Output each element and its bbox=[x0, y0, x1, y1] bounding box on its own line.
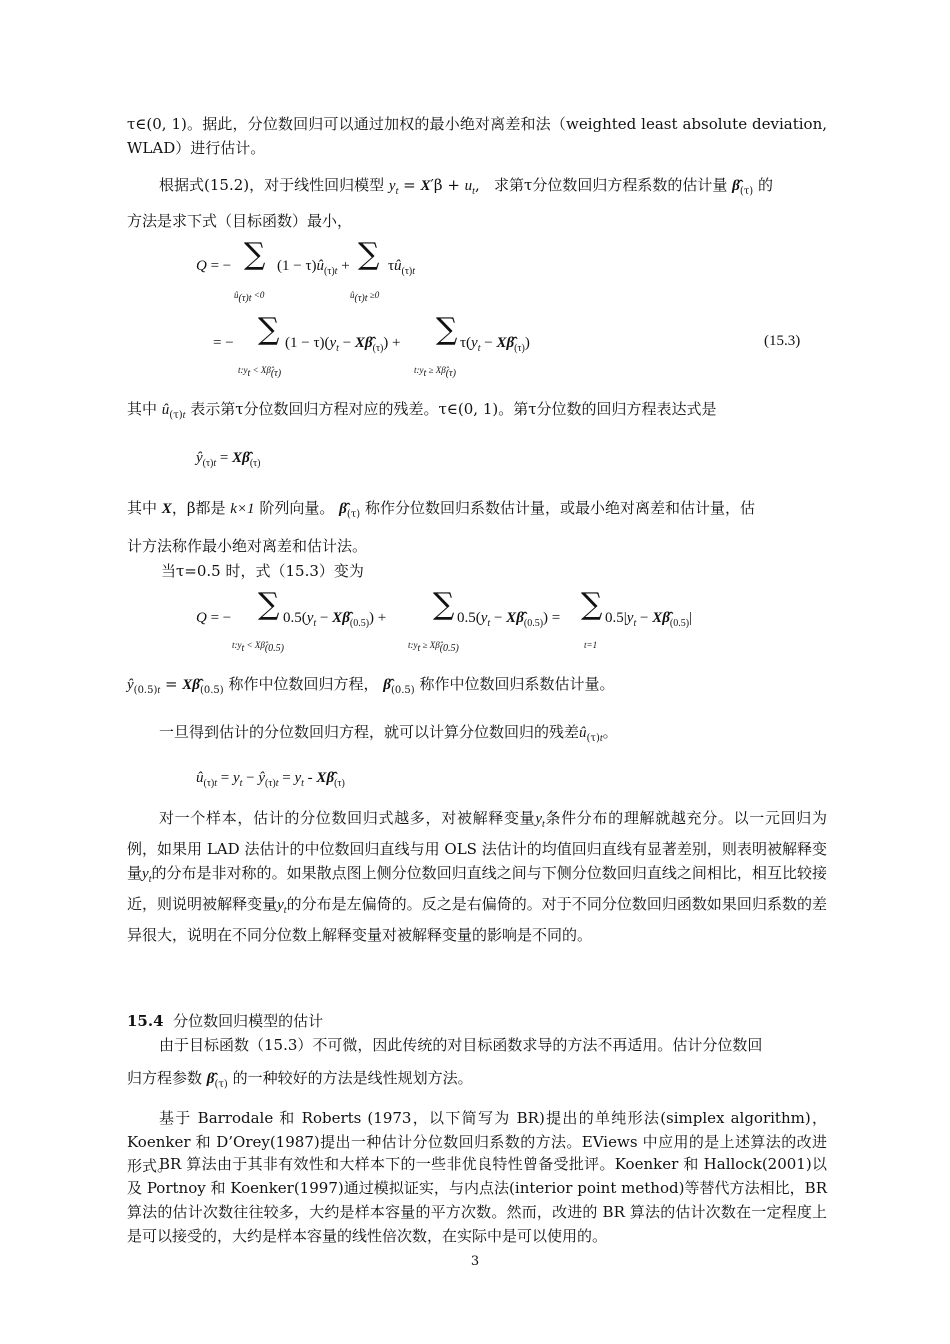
paragraph-11: 由于目标函数（15.3）不可微，因此传统的对目标函数求导的方法不再适用。估计分位数回 bbox=[159, 1036, 763, 1054]
page-number: 3 bbox=[470, 1254, 480, 1269]
beta-hat-tau: $\betâ_{(\tau)}$ bbox=[732, 178, 754, 197]
paragraph-2: 根据式(15.2)，对于线性回归模型 $y_t = X'\beta + u_t$, 求第τ分位数回归方程系数的估计量 $\betâ_{(\tau)}$ 的 bbox=[159, 176, 773, 197]
paragraph-7: 当τ=0.5 时，式（15.3）变为 bbox=[161, 562, 364, 580]
section-heading: 15.4 分位数回归模型的估计 bbox=[127, 1012, 324, 1030]
paragraph-1: τ∈(0, 1)。据此，分位数回归可以通过加权的最小绝对离差和法（weighted least absolute deviation, WLAD）进行估计。 bbox=[127, 115, 827, 157]
paragraph-6: 计方法称作最小绝对离差和估计法。 bbox=[127, 537, 368, 555]
paragraph-5: 其中 X，β都是 k×1 阶列向量。 $\betâ_{(\tau)}$ 称作分位数回归系数估计量，或最小绝对离差和估计量，估 bbox=[127, 499, 755, 520]
paragraph-13: 基于 Barrodale 和 Roberts (1973，以下简写为 BR)提出的单纯形法(simplex algorithm)，Koenker 和 D’Orey(1987)提出一种估计分位数回归系数的方法。EViews 中应用的是上述算法的改进形式。 bbox=[127, 1109, 827, 1175]
paragraph-4: 其中 $û_{(\tau)t}$ 表示第τ分位数回归方程对应的残差。τ∈(0, 1)。第τ分位数的回归方程表达式是 bbox=[127, 400, 717, 421]
paragraph-9: 一旦得到估计的分位数回归方程，就可以计算分位数回归的残差$û_{(\tau)t}$。 bbox=[159, 723, 618, 744]
paragraph-10: 对一个样本，估计的分位数回归式越多，对被解释变量$y_t$条件分布的理解就越充分。以一元回归为例，如果用 LAD 法估计的中位数回归直线与用 OLS 法估计的均值回归直线有显著差别，则表明被解释变量$y_t$的分布是非对称的。如果散点图上侧分位数回归直线之间与下侧分位数回归直线之间相比，相互比较接近，则说明被解释变量$y_t$的分布是左偏倚的。反之是右偏倚的。对于不同分位数回归函数如果回归系数的差异很大，说明在不同分位数上解释变量对被解释变量的影响是不同的。 bbox=[127, 809, 827, 944]
paragraph-14: BR 算法由于其非有效性和大样本下的一些非优良特性曾备受批评。Koenker 和 Hallock(2001)以及 Portnoy 和 Koenker(1997)通过模拟证实，与内点法(interior point method)等替代方法相比，BR 算法的估计次数往往较多，大约是样本容量的平方次数。然而，改进的 BR 算法的估计次数在一定程度上是可以接受的，大约是样本容量的线性倍次数，在实际中是可以使用的。 bbox=[127, 1155, 827, 1245]
residual-equation: $û_{(\tau)t} = y_t$ − $ŷ_{(\tau)t} = y_t$ - $X\betâ_{(\tau)}$ bbox=[196, 770, 345, 789]
quantile-regression-equation: $ŷ_{(\tau)t}$ = $X\betâ_{(\tau)}$ bbox=[196, 450, 261, 469]
model-formula: $y_t = X'\beta + u_t$, bbox=[388, 176, 480, 197]
document-page: τ∈(0, 1)。据此，分位数回归可以通过加权的最小绝对离差和法（weighted least absolute deviation, WLAD）进行估计。 根据式(15.2)，对于线性回归模型 $y_t = X'\beta + u_t$, 求第τ分位数回归方程系数的估计量 $\betâ_{(\tau)}$ 的 方法是求下式（目标函数）最小， Q = − ∑ $(1 - \tau)û_{(\tau)t}$ + ∑ $\tau û_{(\tau)t}$ $û_{(\tau)t} <0$ $û_{(\tau)t} \ge 0$ = − ∑ $(1 - \tau)(y_t$ − $X\betâ_{(\tau)}$) + ∑ $\tau(y_t$ − $X\betâ_{(\tau)}$) $t:y_t$ < $X\betâ_{(\tau)}$ $t:y_t$ ≥ $X\betâ_{(\tau)}$ (15.3) 其中 $û_{(\tau)t}$ 表示第τ分位数回归方程对应的残差。τ∈(0, 1)。第τ分位数的回归方程表达式是 $ŷ_{(\tau)t}$ = $X\betâ_{(\tau)}$ 其中 X，β都是 k×1 阶列向量。 $\betâ_{(\tau)}$ 称作分位数回归系数估计量，或最小绝对离差和估计量，估 计方法称作最小绝对离差和估计法。 当τ=0.5 时，式（15.3）变为 Q = − ∑ $0.5(y_t$ − $X\betâ_{(0.5)}$) + ∑ $0.5(y_t$ − $X\betâ_{(0.5)}$) = ∑ $0.5|y_t$ − $X\betâ_{(0.5)}|$ $t:y_t$ < $X\betâ_{(0.5)}$ $t:y_t$ ≥ $X\betâ_{(0.5)}$ t=1 $ŷ_{(0.5)t}$ = $X\betâ_{(0.5)}$ 称作中位数回归方程， $\betâ_{(0.5)}$ 称作中位数回归系数估计量。 一旦得到估计的分位数回归方程，就可以计算分位数回归的残差$û_{(\tau)t}$。 $û_{(\tau)t} = y_t$ − $ŷ_{(\tau)t} = y_t$ - $X\betâ_{(\tau)}$ 对一个样本，估计的分位数回归式越多，对被解释变量$y_t$条件分布的理解就越充分。以一元回归为例，如果用 LAD 法估计的中位数回归直线与用 OLS 法估计的均值回归直线有显著差别，则表明被解释变量$y_t$的分布是非对称的。如果散点图上侧分位数回归直线之间与下侧分位数回归直线之间相比，相互比较接近，则说明被解释变量$y_t$的分布是左偏倚的。反之是右偏倚的。对于不同分位数回归函数如果回归系数的差异很大，说明在不同分位数上解释变量对被解释变量的影响是不同的。 15.4 分位数回归模型的估计 由于目标函数（15.3）不可微，因此传统的对目标函数求导的方法不再适用。估计分位数回 归方程参数 $\betâ_{(\tau)}$ 的一种较好的方法是线性规划方法。 基于 Barrodale 和 Roberts (1973，以下简写为 BR)提出的单纯形法(simplex algorithm)，Koenker 和 D’Orey(1987)提出一种估计分位数回归系数的方法。EViews 中应用的是上述算法的改进形式。 BR 算法由于其非有效性和大样本下的一些非优良特性曾备受批评。Koenker 和 Hallock(2001)以及 Portnoy 和 Koenker(1997)通过模拟证实，与内点法(interior point method)等替代方法相比，BR 算法的估计次数往往较多，大约是样本容量的平方次数。然而，改进的 BR 算法的估计次数在一定程度上是可以接受的，大约是样本容量的线性倍次数，在实际中是可以使用的。 3 bbox=[0, 0, 950, 1344]
paragraph-12: 归方程参数 $\betâ_{(\tau)}$ 的一种较好的方法是线性规划方法。 bbox=[127, 1069, 473, 1090]
paragraph-8: $ŷ_{(0.5)t}$ = $X\betâ_{(0.5)}$ 称作中位数回归方程， $\betâ_{(0.5)}$ 称作中位数回归系数估计量。 bbox=[127, 675, 615, 696]
paragraph-3: 方法是求下式（目标函数）最小， bbox=[127, 212, 353, 230]
equation-number: (15.3) bbox=[764, 333, 801, 349]
